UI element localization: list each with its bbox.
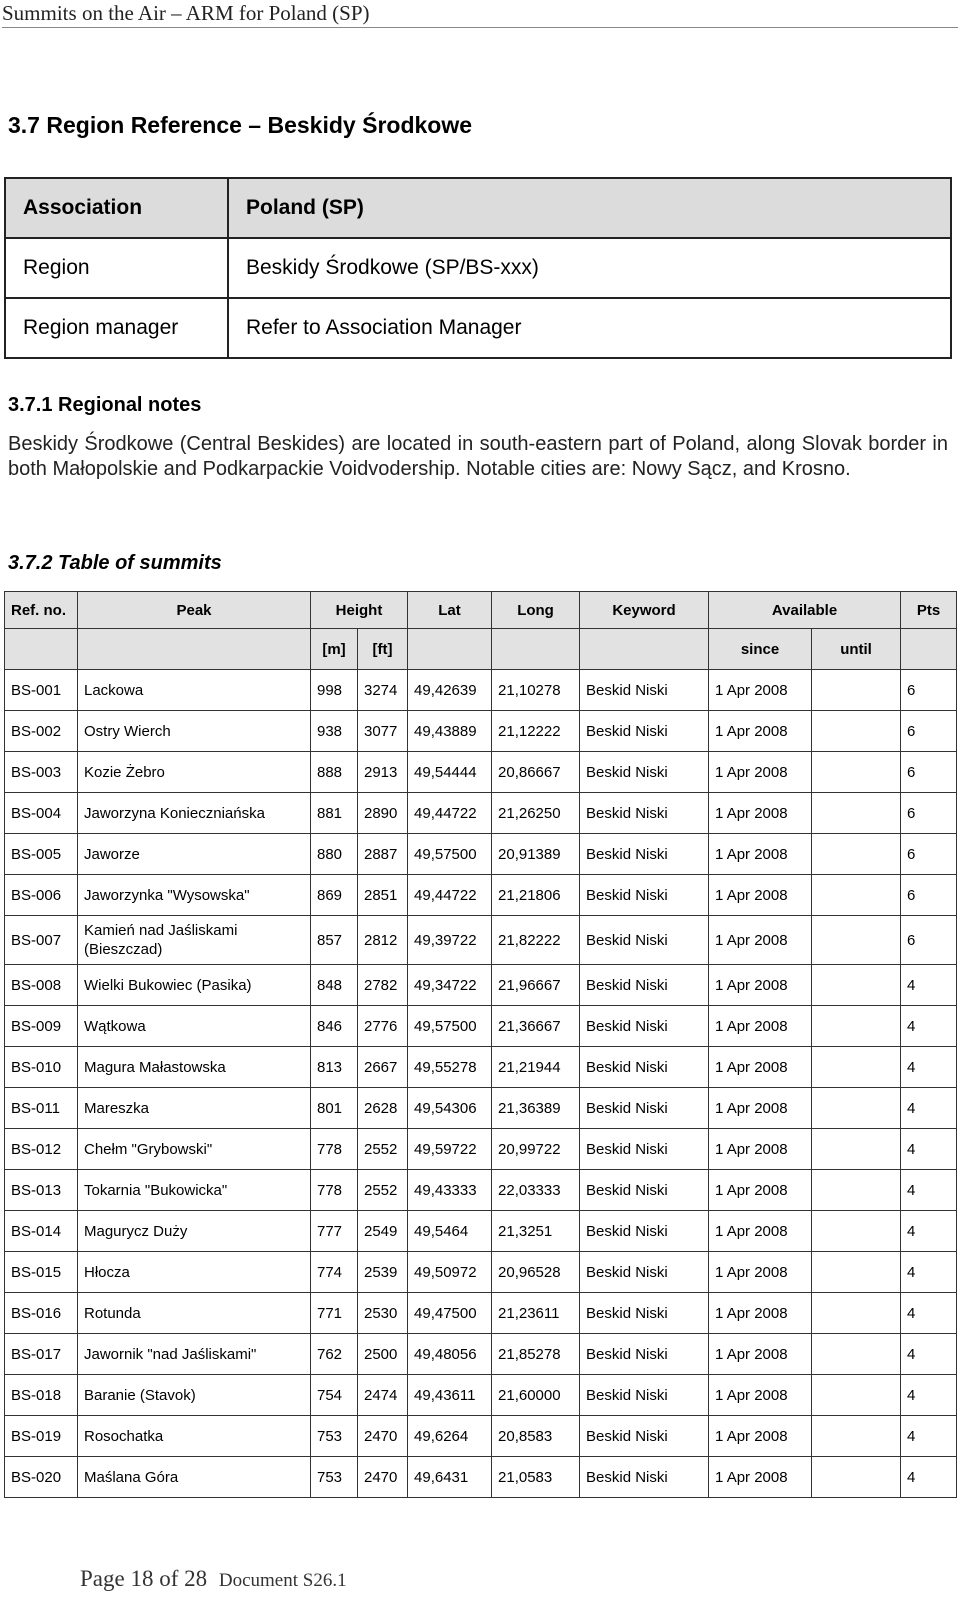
subcol-since: since [709,629,812,670]
cell-until [812,834,901,875]
cell-ref: BS-002 [5,711,78,752]
section-heading: 3.7 Region Reference – Beskidy Środkowe [8,112,473,138]
cell-until [812,1416,901,1457]
cell-lat: 49,43889 [408,711,492,752]
cell-ref: BS-019 [5,1416,78,1457]
cell-long: 22,03333 [492,1170,580,1211]
table-row [5,670,957,711]
cell-m: 801 [311,1088,358,1129]
cell-peak: Wątkowa [78,1006,311,1047]
cell-long: 21,12222 [492,711,580,752]
cell-keyword: Beskid Niski [580,752,709,793]
cell-ref: BS-011 [5,1088,78,1129]
cell-lat: 49,50972 [408,1252,492,1293]
cell-lat: 49,6431 [408,1457,492,1498]
summits-body [5,670,957,1498]
cell-lat: 49,59722 [408,1129,492,1170]
cell-since: 1 Apr 2008 [709,1088,812,1129]
cell-keyword: Beskid Niski [580,1375,709,1416]
table-row [5,875,957,916]
cell-keyword: Beskid Niski [580,670,709,711]
cell-lat: 49,47500 [408,1293,492,1334]
cell-lat: 49,43611 [408,1375,492,1416]
cell-keyword: Beskid Niski [580,875,709,916]
association-row [5,178,951,238]
page-footer [80,1566,347,1592]
cell-ft: 2776 [358,1006,408,1047]
cell-ft: 2552 [358,1170,408,1211]
running-header: Summits on the Air – ARM for Poland (SP) [2,0,958,28]
cell-m: 778 [311,1129,358,1170]
cell-ft: 2474 [358,1375,408,1416]
cell-since: 1 Apr 2008 [709,1170,812,1211]
cell-ft: 2530 [358,1293,408,1334]
cell-ft: 2552 [358,1129,408,1170]
cell-ft: 2851 [358,875,408,916]
cell-long: 21,21806 [492,875,580,916]
cell-ref: BS-013 [5,1170,78,1211]
region-row [5,238,951,298]
cell-until [812,1129,901,1170]
cell-until [812,752,901,793]
cell-ft: 2500 [358,1334,408,1375]
table-row [5,711,957,752]
cell-ref: BS-012 [5,1129,78,1170]
subcol-empty [492,629,580,670]
cell-pts: 6 [901,670,957,711]
cell-until [812,1293,901,1334]
cell-peak: Magura Małastowska [78,1047,311,1088]
cell-peak: Rotunda [78,1293,311,1334]
cell-m: 857 [311,916,358,965]
cell-keyword: Beskid Niski [580,1211,709,1252]
region-manager-label: Region manager [5,298,228,358]
region-manager-row [5,298,951,358]
subcol-empty [78,629,311,670]
cell-ft: 2539 [358,1252,408,1293]
subcol-empty [408,629,492,670]
cell-long: 21,36389 [492,1088,580,1129]
cell-long: 20,86667 [492,752,580,793]
cell-pts: 4 [901,1416,957,1457]
table-row [5,1457,957,1498]
cell-ref: BS-016 [5,1293,78,1334]
cell-keyword: Beskid Niski [580,1047,709,1088]
cell-ft: 2812 [358,916,408,965]
cell-pts: 6 [901,916,957,965]
cell-since: 1 Apr 2008 [709,1006,812,1047]
cell-until [812,1047,901,1088]
cell-keyword: Beskid Niski [580,1416,709,1457]
cell-long: 21,85278 [492,1334,580,1375]
cell-peak: Kozie Żebro [78,752,311,793]
cell-until [812,1252,901,1293]
table-row [5,1088,957,1129]
notes-heading: 3.7.1 Regional notes [8,394,202,416]
table-row [5,916,957,965]
cell-peak: Lackowa [78,670,311,711]
cell-keyword: Beskid Niski [580,1334,709,1375]
cell-since: 1 Apr 2008 [709,1334,812,1375]
cell-long: 21,36667 [492,1006,580,1047]
cell-lat: 49,44722 [408,875,492,916]
col-lat: Lat [408,592,492,629]
table-row [5,1334,957,1375]
cell-ref: BS-008 [5,965,78,1006]
col-keyword: Keyword [580,592,709,629]
table-row [5,834,957,875]
cell-ref: BS-020 [5,1457,78,1498]
cell-until [812,916,901,965]
subcol-empty [5,629,78,670]
table-row [5,1375,957,1416]
cell-long: 21,23611 [492,1293,580,1334]
cell-m: 754 [311,1375,358,1416]
table-row [5,752,957,793]
col-pts: Pts [901,592,957,629]
cell-peak: Rosochatka [78,1416,311,1457]
cell-until [812,1375,901,1416]
cell-peak: Hłocza [78,1252,311,1293]
cell-ft: 2782 [358,965,408,1006]
cell-until [812,711,901,752]
cell-keyword: Beskid Niski [580,1088,709,1129]
cell-pts: 4 [901,1334,957,1375]
col-peak: Peak [78,592,311,629]
cell-since: 1 Apr 2008 [709,1293,812,1334]
cell-peak: Ostry Wierch [78,711,311,752]
cell-m: 778 [311,1170,358,1211]
cell-since: 1 Apr 2008 [709,1129,812,1170]
cell-m: 881 [311,793,358,834]
cell-pts: 6 [901,752,957,793]
cell-ft: 2890 [358,793,408,834]
cell-peak: Magurycz Duży [78,1211,311,1252]
cell-lat: 49,6264 [408,1416,492,1457]
cell-long: 21,21944 [492,1047,580,1088]
table-row [5,1252,957,1293]
summits-header-row [5,592,957,629]
cell-pts: 4 [901,1293,957,1334]
cell-lat: 49,54444 [408,752,492,793]
cell-until [812,1457,901,1498]
cell-ref: BS-003 [5,752,78,793]
notes-text: Beskidy Środkowe (Central Beskides) are located in south-eastern part of Poland, along Slovak border in both Małopolskie and Podkarpackie Voidvodership. Notable cities are: Nowy Sącz, and Krosno. [8,433,948,480]
cell-until [812,1211,901,1252]
table-row [5,1129,957,1170]
cell-since: 1 Apr 2008 [709,1416,812,1457]
cell-since: 1 Apr 2008 [709,1211,812,1252]
cell-until [812,965,901,1006]
col-long: Long [492,592,580,629]
cell-peak: Tokarnia "Bukowicka" [78,1170,311,1211]
cell-m: 771 [311,1293,358,1334]
cell-lat: 49,5464 [408,1211,492,1252]
cell-keyword: Beskid Niski [580,834,709,875]
cell-until [812,875,901,916]
cell-until [812,1088,901,1129]
region-label: Region [5,238,228,298]
table-row [5,1006,957,1047]
cell-ft: 2470 [358,1457,408,1498]
cell-lat: 49,44722 [408,793,492,834]
cell-pts: 4 [901,1047,957,1088]
cell-keyword: Beskid Niski [580,916,709,965]
cell-ft: 2549 [358,1211,408,1252]
cell-since: 1 Apr 2008 [709,834,812,875]
cell-m: 846 [311,1006,358,1047]
cell-pts: 4 [901,1211,957,1252]
cell-since: 1 Apr 2008 [709,1457,812,1498]
cell-pts: 4 [901,965,957,1006]
cell-keyword: Beskid Niski [580,1252,709,1293]
cell-until [812,1334,901,1375]
cell-pts: 6 [901,711,957,752]
summits-subheader-row [5,629,957,670]
region-value: Beskidy Środkowe (SP/BS-xxx) [228,238,951,298]
cell-since: 1 Apr 2008 [709,793,812,834]
cell-ref: BS-010 [5,1047,78,1088]
cell-long: 21,3251 [492,1211,580,1252]
cell-pts: 6 [901,834,957,875]
cell-lat: 49,39722 [408,916,492,965]
cell-long: 20,96528 [492,1252,580,1293]
cell-ft: 2887 [358,834,408,875]
cell-m: 938 [311,711,358,752]
cell-m: 753 [311,1416,358,1457]
cell-since: 1 Apr 2008 [709,752,812,793]
table-row [5,1170,957,1211]
cell-peak: Jaworzynka "Wysowska" [78,875,311,916]
cell-m: 848 [311,965,358,1006]
table-row [5,1047,957,1088]
cell-m: 774 [311,1252,358,1293]
cell-m: 880 [311,834,358,875]
cell-peak: Mareszka [78,1088,311,1129]
cell-lat: 49,42639 [408,670,492,711]
cell-pts: 4 [901,1375,957,1416]
cell-keyword: Beskid Niski [580,1293,709,1334]
cell-ref: BS-006 [5,875,78,916]
cell-keyword: Beskid Niski [580,711,709,752]
cell-keyword: Beskid Niski [580,965,709,1006]
cell-long: 20,8583 [492,1416,580,1457]
cell-m: 869 [311,875,358,916]
cell-m: 813 [311,1047,358,1088]
cell-ref: BS-009 [5,1006,78,1047]
cell-since: 1 Apr 2008 [709,1252,812,1293]
cell-pts: 4 [901,1129,957,1170]
region-manager-value: Refer to Association Manager [228,298,951,358]
cell-pts: 4 [901,1170,957,1211]
subcol-m: [m] [311,629,358,670]
page-number: Page 18 of 28 [80,1566,208,1591]
cell-ft: 2628 [358,1088,408,1129]
cell-peak: Wielki Bukowiec (Pasika) [78,965,311,1006]
cell-long: 21,82222 [492,916,580,965]
summits-heading: 3.7.2 Table of summits [8,552,222,574]
cell-since: 1 Apr 2008 [709,711,812,752]
cell-ref: BS-005 [5,834,78,875]
cell-peak: Kamień nad Jaśliskami (Bieszczad) [78,916,311,965]
cell-lat: 49,48056 [408,1334,492,1375]
cell-pts: 4 [901,1006,957,1047]
cell-pts: 6 [901,793,957,834]
cell-since: 1 Apr 2008 [709,1375,812,1416]
table-row [5,793,957,834]
subcol-empty [580,629,709,670]
cell-until [812,1170,901,1211]
association-table [4,177,952,359]
cell-since: 1 Apr 2008 [709,670,812,711]
cell-keyword: Beskid Niski [580,793,709,834]
cell-since: 1 Apr 2008 [709,965,812,1006]
cell-ref: BS-007 [5,916,78,965]
cell-m: 777 [311,1211,358,1252]
cell-ref: BS-004 [5,793,78,834]
cell-lat: 49,34722 [408,965,492,1006]
cell-peak: Jaworze [78,834,311,875]
cell-keyword: Beskid Niski [580,1129,709,1170]
cell-long: 20,99722 [492,1129,580,1170]
cell-long: 21,60000 [492,1375,580,1416]
col-height: Height [311,592,408,629]
cell-pts: 6 [901,875,957,916]
summits-table [4,591,957,1498]
cell-keyword: Beskid Niski [580,1006,709,1047]
cell-ref: BS-015 [5,1252,78,1293]
subcol-until: until [812,629,901,670]
cell-m: 998 [311,670,358,711]
cell-ref: BS-001 [5,670,78,711]
cell-peak: Jaworzyna Konieczniańska [78,793,311,834]
document-id: Document S26.1 [218,1570,347,1591]
cell-since: 1 Apr 2008 [709,1047,812,1088]
subcol-empty [901,629,957,670]
col-ref: Ref. no. [5,592,78,629]
cell-until [812,793,901,834]
cell-lat: 49,57500 [408,1006,492,1047]
cell-lat: 49,55278 [408,1047,492,1088]
cell-long: 21,0583 [492,1457,580,1498]
cell-long: 20,91389 [492,834,580,875]
cell-since: 1 Apr 2008 [709,916,812,965]
cell-ft: 2913 [358,752,408,793]
cell-since: 1 Apr 2008 [709,875,812,916]
cell-until [812,670,901,711]
table-row [5,1293,957,1334]
cell-pts: 4 [901,1088,957,1129]
cell-lat: 49,54306 [408,1088,492,1129]
cell-until [812,1006,901,1047]
cell-long: 21,10278 [492,670,580,711]
cell-ref: BS-017 [5,1334,78,1375]
cell-peak: Chełm "Grybowski" [78,1129,311,1170]
cell-m: 888 [311,752,358,793]
cell-keyword: Beskid Niski [580,1170,709,1211]
cell-ft: 2667 [358,1047,408,1088]
cell-peak: Maślana Góra [78,1457,311,1498]
cell-lat: 49,43333 [408,1170,492,1211]
table-row [5,1416,957,1457]
cell-m: 753 [311,1457,358,1498]
col-available: Available [709,592,901,629]
subcol-ft: [ft] [358,629,408,670]
cell-ft: 3274 [358,670,408,711]
cell-pts: 4 [901,1252,957,1293]
association-value: Poland (SP) [228,178,951,238]
cell-peak: Baranie (Stavok) [78,1375,311,1416]
association-label: Association [5,178,228,238]
cell-lat: 49,57500 [408,834,492,875]
cell-ft: 2470 [358,1416,408,1457]
cell-ft: 3077 [358,711,408,752]
cell-keyword: Beskid Niski [580,1457,709,1498]
cell-ref: BS-018 [5,1375,78,1416]
cell-ref: BS-014 [5,1211,78,1252]
cell-long: 21,26250 [492,793,580,834]
cell-peak: Jawornik "nad Jaśliskami" [78,1334,311,1375]
table-row [5,965,957,1006]
cell-pts: 4 [901,1457,957,1498]
table-row [5,1211,957,1252]
cell-m: 762 [311,1334,358,1375]
cell-long: 21,96667 [492,965,580,1006]
